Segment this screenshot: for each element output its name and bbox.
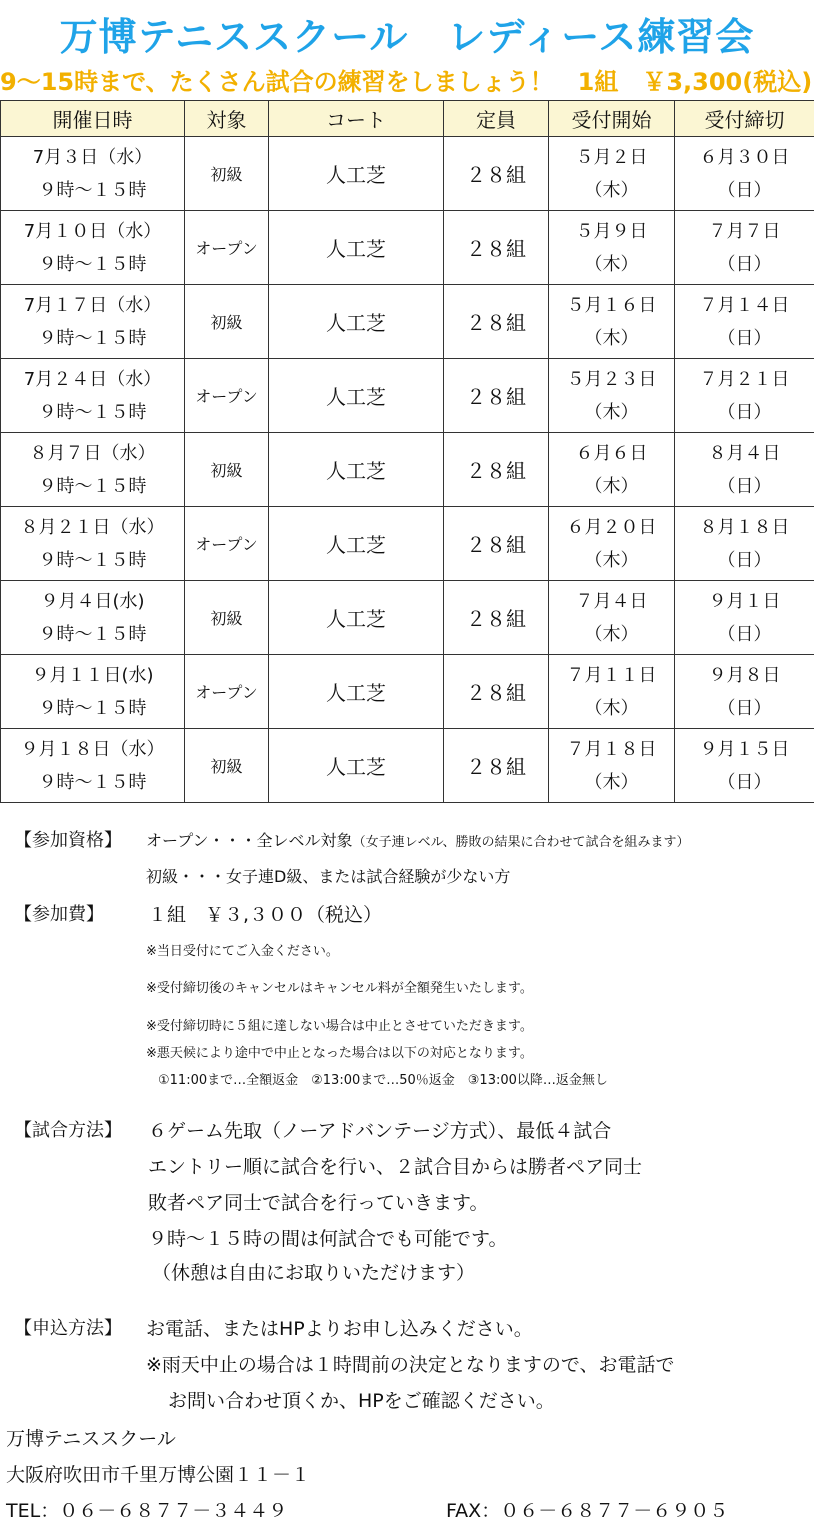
date-text: ９月１１日(水) [31,664,154,686]
cell-open [549,137,675,211]
header-court: コート [269,101,444,137]
close-day: （日） [717,475,772,497]
close-date: ７月２１日 [699,368,790,390]
open-date: ７月４日 [575,590,648,612]
header-level: 対象 [185,101,269,137]
open-date: ５月２３日 [566,368,657,390]
time-text: ９時～１５時 [38,697,147,719]
fee-label: 【参加費】 [14,904,104,925]
open-date: ５月１６日 [566,294,657,316]
date-text: 7月１０日（水） [23,220,162,242]
cell-date [1,507,185,581]
cell-capacity: ２８組 [444,211,549,285]
close-date: ８月４日 [708,442,781,464]
close-date: ９月１５日 [699,738,790,760]
close-day: （日） [717,623,772,645]
cell-open [549,507,675,581]
header-close: 受付締切 [675,101,814,137]
fee-note: ※受付締切後のキャンセルはキャンセル料が全額発生いたします。 [146,981,533,996]
open-day: （木） [584,327,639,349]
match-line: ６ゲーム先取（ノーアドバンテージ方式）、最低４試合 [148,1120,612,1142]
open-date: ６月２０日 [566,516,657,538]
table-row [1,655,814,729]
open-day: （木） [584,253,639,275]
match-label: 【試合方法】 [14,1120,122,1141]
open-day: （木） [584,475,639,497]
close-day: （日） [717,327,772,349]
table-row [1,359,814,433]
time-text: ９時～１５時 [38,327,147,349]
footer-address: 大阪府吹田市千里万博公園１１－１ [6,1464,311,1486]
cell-court: 人工芝 [269,507,444,581]
open-date: ５月９日 [575,220,648,242]
close-day: （日） [717,179,772,201]
match-line: 敗者ペア同士で試合を行っていきます。 [148,1192,489,1214]
cell-capacity: ２８組 [444,137,549,211]
cell-date [1,581,185,655]
time-text: ９時～１５時 [38,475,147,497]
fee-note: ※悪天候により途中で中止となった場合は以下の対応となります。 [146,1046,533,1061]
close-date: ９月１日 [708,590,781,612]
close-day: （日） [717,549,772,571]
cell-date [1,137,185,211]
eligibility-open: オープン・・・全レベル対象（女子連レベル、勝敗の結果に合わせて試合を組みます） [146,831,690,850]
cell-close [675,211,814,285]
cell-open [549,581,675,655]
cell-close [675,285,814,359]
table-row [1,507,814,581]
cell-close [675,137,814,211]
date-text: 7月１７日（水） [23,294,162,316]
cell-open [549,359,675,433]
table-row [1,137,814,211]
cell-date [1,729,185,803]
close-date: ７月１４日 [699,294,790,316]
time-text: ９時～１５時 [38,179,147,201]
open-date: ７月１１日 [566,664,657,686]
cell-open [549,211,675,285]
cell-court: 人工芝 [269,285,444,359]
open-day: （木） [584,697,639,719]
cell-level: オープン [185,211,269,285]
cell-level: 初級 [185,581,269,655]
open-day: （木） [584,179,639,201]
match-line: エントリー順に試合を行い、２試合目からは勝者ペア同士 [148,1156,643,1178]
cell-court: 人工芝 [269,211,444,285]
cell-capacity: ２８組 [444,285,549,359]
match-line: ９時～１５時の間は何試合でも可能です。 [148,1228,508,1250]
cell-level: オープン [185,655,269,729]
date-text: ８月２１日（水） [20,516,165,538]
date-text: ８月７日（水） [29,442,156,464]
date-text: ９月１８日（水） [20,738,165,760]
fee-note: ※当日受付にてご入金ください。 [146,944,339,959]
cell-open [549,655,675,729]
apply-line: お電話、またはHPよりお申し込みください。 [146,1318,533,1340]
match-line: （休憩は自由にお取りいただけます） [152,1262,476,1284]
footer-name: 万博テニススクール [6,1428,176,1450]
time-text: ９時～１５時 [38,623,147,645]
time-text: ９時～１５時 [38,771,147,793]
cell-close [675,655,814,729]
cell-capacity: ２８組 [444,655,549,729]
cell-capacity: ２８組 [444,729,549,803]
time-text: ９時～１５時 [38,253,147,275]
open-day: （木） [584,771,639,793]
cell-open [549,729,675,803]
table-header-row [1,101,814,137]
close-date: ６月３０日 [699,146,790,168]
subtitle: 9～15時まで、たくさん試合の練習をしましょう！ 1組 ￥3,300(税込) [0,68,813,96]
table-row [1,729,814,803]
apply-line: お問い合わせ頂くか、HPをご確認ください。 [168,1390,555,1412]
header-capacity: 定員 [444,101,549,137]
open-day: （木） [584,623,639,645]
close-day: （日） [717,771,772,793]
time-text: ９時～１５時 [38,401,147,423]
cell-capacity: ２８組 [444,507,549,581]
cell-date [1,211,185,285]
cell-level: 初級 [185,285,269,359]
cell-date [1,359,185,433]
fee-amount: １組 ￥３,３００（税込） [148,904,383,926]
close-day: （日） [717,401,772,423]
table-row [1,211,814,285]
cell-capacity: ２８組 [444,581,549,655]
open-day: （木） [584,549,639,571]
cell-close [675,433,814,507]
refund-note: ①11:00まで…全額返金 ②13:00まで…50％返金 ③13:00以降…返金無し [158,1073,608,1088]
open-day: （木） [584,401,639,423]
cell-court: 人工芝 [269,729,444,803]
table-row [1,581,814,655]
close-date: ８月１８日 [699,516,790,538]
page-title: 万博テニススクール レディース練習会 [59,15,755,59]
cell-close [675,507,814,581]
cell-court: 人工芝 [269,655,444,729]
cell-open [549,433,675,507]
open-date: ７月１８日 [566,738,657,760]
cell-level: 初級 [185,729,269,803]
cell-capacity: ２８組 [444,359,549,433]
apply-line: ※雨天中止の場合は１時間前の決定となりますので、お電話で [146,1354,675,1376]
cell-date [1,655,185,729]
time-text: ９時～１５時 [38,549,147,571]
cell-level: 初級 [185,137,269,211]
cell-court: 人工芝 [269,581,444,655]
open-date: ５月２日 [575,146,648,168]
cell-level: オープン [185,359,269,433]
cell-close [675,729,814,803]
table-row [1,433,814,507]
footer-fax: FAX：０６－６８７７－６９０５ [446,1500,729,1522]
open-date: ６月６日 [575,442,648,464]
cell-level: オープン [185,507,269,581]
apply-label: 【申込方法】 [14,1318,122,1339]
cell-court: 人工芝 [269,359,444,433]
cell-close [675,581,814,655]
close-day: （日） [717,253,772,275]
close-date: ９月８日 [708,664,781,686]
table-row [1,285,814,359]
cell-court: 人工芝 [269,137,444,211]
close-day: （日） [717,697,772,719]
header-date: 開催日時 [1,101,185,137]
schedule-table [0,100,814,803]
eligibility-label: 【参加資格】 [14,830,122,851]
eligibility-beginner: 初級・・・女子連D級、または試合経験が少ない方 [146,867,511,886]
cell-date [1,285,185,359]
header-open: 受付開始 [549,101,675,137]
cell-court: 人工芝 [269,433,444,507]
cell-capacity: ２８組 [444,433,549,507]
footer-tel: TEL：０６－６８７７－３４４９ [6,1500,288,1522]
cell-open [549,285,675,359]
cell-level: 初級 [185,433,269,507]
cell-close [675,359,814,433]
date-text: ９月４日(水) [40,590,145,612]
date-text: 7月２４日（水） [23,368,162,390]
fee-note: ※受付締切時に５組に達しない場合は中止とさせていただきます。 [146,1019,533,1034]
cell-date [1,433,185,507]
close-date: ７月７日 [708,220,781,242]
date-text: 7月３日（水） [32,146,153,168]
